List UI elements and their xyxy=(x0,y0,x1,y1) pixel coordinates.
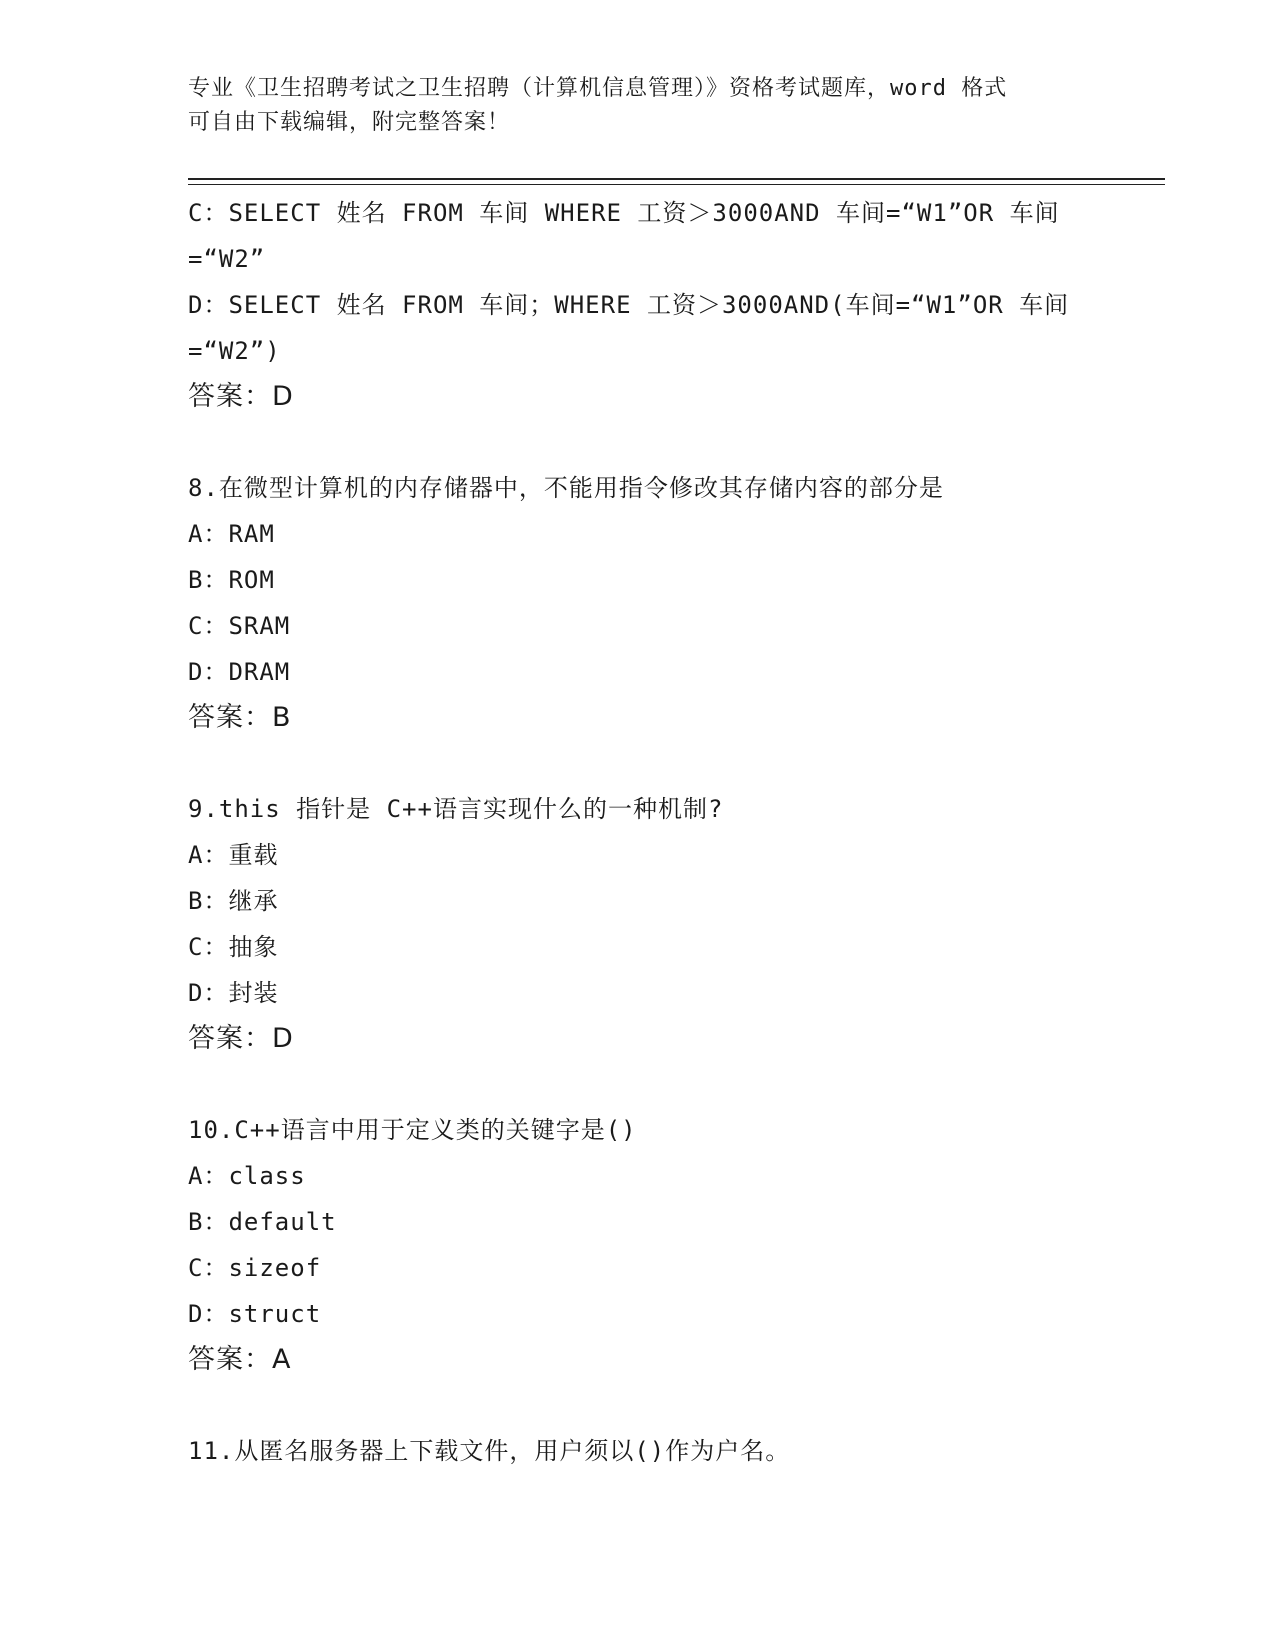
answer-label: 答案：B xyxy=(188,702,292,733)
question-text: 9.this 指针是 C++语言实现什么的一种机制? xyxy=(188,795,724,823)
option-a: A：RAM xyxy=(188,520,275,548)
option-d: D：DRAM xyxy=(188,658,291,686)
option-a: A：class xyxy=(188,1162,306,1190)
question-list xyxy=(188,190,1118,1474)
spacer xyxy=(188,1383,1118,1428)
question-8 xyxy=(188,465,1118,741)
option-c: C：抽象 xyxy=(188,933,279,961)
option-d-continued: =“W2”) xyxy=(188,337,281,365)
spacer xyxy=(188,420,1118,465)
option-c-continued: =“W2” xyxy=(188,245,266,273)
question-text: 10.C++语言中用于定义类的关键字是() xyxy=(188,1116,637,1144)
option-b: B：ROM xyxy=(188,566,275,594)
question-text: 11.从匿名服务器上下载文件，用户须以()作为户名。 xyxy=(188,1437,791,1465)
option-b: B：default xyxy=(188,1208,337,1236)
header-subtitle-line: 可自由下载编辑，附完整答案！ xyxy=(188,110,511,135)
option-d: D：封装 xyxy=(188,979,279,1007)
document-header xyxy=(188,72,1088,140)
header-divider-thin xyxy=(188,184,1165,185)
option-a: A：重载 xyxy=(188,841,279,869)
question-9 xyxy=(188,786,1118,1062)
answer-label: 答案：D xyxy=(188,1023,294,1054)
option-c: C：SELECT 姓名 FROM 车间 WHERE 工资＞3000AND 车间=“W1”OR 车间 xyxy=(188,199,1060,227)
spacer xyxy=(188,1062,1118,1107)
question-10 xyxy=(188,1107,1118,1383)
option-b: B：继承 xyxy=(188,887,279,915)
header-divider-thick xyxy=(188,178,1165,180)
option-d: D：struct xyxy=(188,1300,322,1328)
question-7 xyxy=(188,190,1118,420)
option-d: D：SELECT 姓名 FROM 车间；WHERE 工资＞3000AND(车间=“W1”OR 车间 xyxy=(188,291,1070,319)
option-c: C：sizeof xyxy=(188,1254,322,1282)
answer-label: 答案：A xyxy=(188,1344,292,1375)
header-title-line: 专业《卫生招聘考试之卫生招聘（计算机信息管理）》资格考试题库，word 格式 xyxy=(188,76,1008,101)
option-c: C：SRAM xyxy=(188,612,291,640)
answer-label: 答案：D xyxy=(188,381,294,412)
question-11 xyxy=(188,1428,1118,1474)
spacer xyxy=(188,741,1118,786)
question-text: 8.在微型计算机的内存储器中，不能用指令修改其存储内容的部分是 xyxy=(188,474,944,502)
